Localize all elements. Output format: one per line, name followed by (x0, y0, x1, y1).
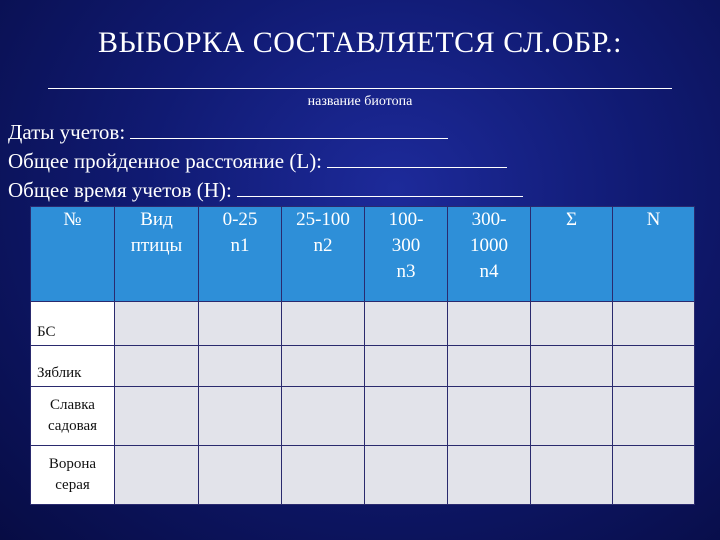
dates-label: Даты учетов: (8, 120, 126, 144)
table-row (31, 387, 695, 446)
data-cell (613, 302, 695, 346)
data-cell (365, 346, 448, 387)
data-cell (282, 302, 365, 346)
header-distance-100-300 (365, 207, 448, 302)
header-300-1000-line-1: 300- (471, 209, 507, 230)
header-300-1000-n: n4 (479, 261, 499, 282)
data-cell (531, 346, 613, 387)
data-cell (282, 346, 365, 387)
header-distance-25-100 (282, 207, 365, 302)
header-sum: Σ (531, 207, 613, 302)
header-species-line-2: птицы (130, 235, 183, 256)
species-line-1: Славка (50, 397, 95, 413)
table-row (31, 302, 695, 346)
header-25-100-range: 25-100 (296, 209, 350, 230)
species-line-1: Ворона (48, 456, 97, 472)
slide-title: ВЫБОРКА СОСТАВЛЯЕТСЯ СЛ.ОБР.: (98, 26, 622, 59)
data-cell (448, 446, 531, 505)
data-cell (115, 302, 199, 346)
header-100-300-n: n3 (396, 261, 416, 282)
data-cell (613, 446, 695, 505)
data-cell (115, 387, 199, 446)
data-cell (115, 446, 199, 505)
species-line-2: садовая (47, 418, 98, 434)
data-cell (365, 446, 448, 505)
data-cell (115, 346, 199, 387)
header-row (31, 207, 695, 302)
header-distance-300-1000 (448, 207, 531, 302)
data-cell (365, 302, 448, 346)
species-cell (31, 446, 115, 505)
data-cell (199, 446, 282, 505)
data-cell (199, 302, 282, 346)
header-300-1000-line-2: 1000 (470, 235, 508, 256)
data-cell (448, 302, 531, 346)
header-distance-0-25 (199, 207, 282, 302)
time-label: Общее время учетов (H): (8, 178, 232, 202)
dates-field (8, 120, 448, 145)
header-species-line-1: Вид (140, 209, 173, 230)
data-cell (282, 446, 365, 505)
species-cell: БС (31, 302, 115, 346)
time-field (8, 178, 523, 203)
dates-blank (130, 120, 448, 139)
data-cell (448, 346, 531, 387)
table-row (31, 446, 695, 505)
data-cell (282, 387, 365, 446)
distance-label: Общее пройденное расстояние (L): (8, 149, 323, 173)
header-n: N (613, 207, 695, 302)
time-blank (237, 178, 523, 197)
data-cell (531, 387, 613, 446)
header-25-100-n: n2 (313, 235, 333, 256)
data-cell (365, 387, 448, 446)
header-0-25-range: 0-25 (222, 209, 258, 230)
header-100-300-line-2: 300 (391, 235, 421, 256)
header-species (115, 207, 199, 302)
species-cell: Зяблик (31, 346, 115, 387)
species-line-2: серая (55, 477, 90, 493)
species-cell (31, 387, 115, 446)
data-cell (531, 302, 613, 346)
data-cell (199, 346, 282, 387)
biotope-caption: название биотопа (307, 94, 413, 109)
census-table (30, 206, 695, 505)
header-0-25-n: n1 (230, 235, 250, 256)
data-cell (531, 446, 613, 505)
distance-blank (327, 149, 507, 168)
data-cell (613, 387, 695, 446)
biotope-blank-line (48, 88, 672, 89)
data-cell (448, 387, 531, 446)
distance-field (8, 149, 507, 174)
table-row (31, 346, 695, 387)
header-100-300-line-1: 100- (388, 209, 424, 230)
data-cell (199, 387, 282, 446)
header-number: № (31, 207, 115, 302)
data-cell (613, 346, 695, 387)
